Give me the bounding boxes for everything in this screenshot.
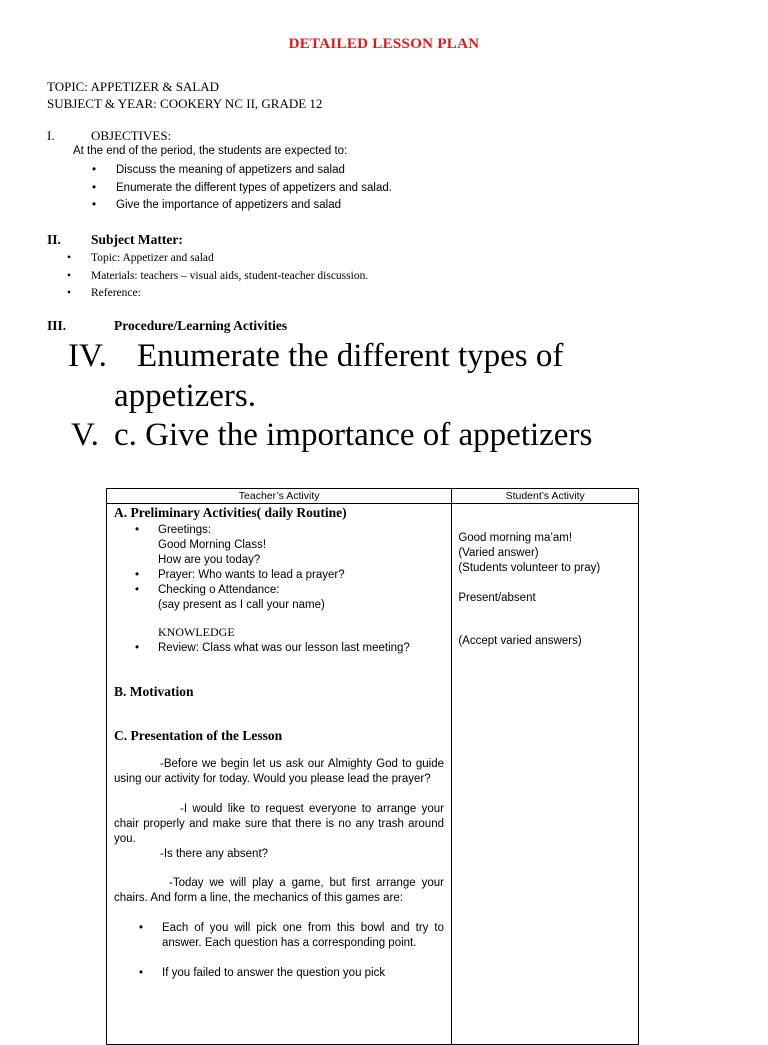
knowledge-label: KNOWLEDGE <box>158 625 235 639</box>
prelim-heading: A. Preliminary Activities( daily Routine) <box>114 505 347 520</box>
subject-matter-numeral: II. <box>47 232 61 247</box>
bullet-icon: • <box>135 642 140 654</box>
header-student-activity: Student’s Activity <box>452 489 639 504</box>
greeting-line-1: Good Morning Class! <box>158 539 267 551</box>
motivation-heading: B. Motivation <box>114 684 194 699</box>
student-line-3: (Students volunteer to pray) <box>458 562 601 574</box>
bullet-icon: • <box>135 524 140 536</box>
procedure-heading: Procedure/Learning Activities <box>114 318 288 333</box>
subject-matter-heading: Subject Matter: <box>91 232 183 247</box>
subject-year-line: SUBJECT & YEAR: COOKERY NC II, GRADE 12 <box>47 96 323 111</box>
student-activity-cell <box>452 504 639 1045</box>
objectives-numeral: I. <box>47 128 55 143</box>
attendance-instruction: (say present as I call your name) <box>158 599 325 611</box>
student-line-4: Present/absent <box>458 592 536 604</box>
mechanics-item-1: Each of you will pick one from this bowl and try to answer. Each question has a corresponding point. <box>162 922 444 949</box>
paragraph-prayer: -Before we begin let us ask our Almighty God to guide using our activity for today. Would you please lead the prayer? <box>114 758 444 785</box>
v-numeral: V. <box>71 417 99 453</box>
iv-numeral: IV. <box>68 338 107 374</box>
bullet-icon: • <box>135 569 140 581</box>
activity-table <box>106 488 639 1045</box>
objectives-intro: At the end of the period, the students are expected to: <box>73 145 348 157</box>
list-item: • Materials: teachers – visual aids, student-teacher discussion. <box>67 269 369 282</box>
objectives-heading: OBJECTIVES: <box>91 128 172 143</box>
student-line-5: (Accept varied answers) <box>458 635 582 647</box>
greeting-line-2: How are you today? <box>158 554 261 566</box>
presentation-heading: C. Presentation of the Lesson <box>114 728 283 743</box>
attendance-line: Checking o Attendance: <box>158 584 280 596</box>
student-line-1: Good morning ma’am! <box>458 532 573 544</box>
student-line-2: (Varied answer) <box>458 547 539 559</box>
list-item: • Give the importance of appetizers and salad <box>92 199 342 211</box>
iv-line-1: Enumerate the different types of <box>137 338 564 374</box>
document-title: DETAILED LESSON PLAN <box>288 36 480 52</box>
list-item: • Topic: Appetizer and salad <box>67 252 214 264</box>
list-item: • Reference: <box>67 287 141 299</box>
objectives-list <box>92 162 392 215</box>
iv-line-2: appetizers. <box>114 378 257 414</box>
header-teacher-activity: Teacher’s Activity <box>107 489 452 504</box>
topic-line: TOPIC: APPETIZER & SALAD <box>47 79 220 94</box>
teacher-activity-cell <box>107 504 452 1045</box>
bullet-icon: • <box>139 967 144 979</box>
procedure-numeral: III. <box>47 318 67 333</box>
mechanics-item-2: If you failed to answer the question you pick <box>162 967 386 979</box>
greetings-label: Greetings: <box>158 524 212 536</box>
bullet-icon: • <box>135 584 140 596</box>
prayer-line: Prayer: Who wants to lead a prayer? <box>158 569 345 581</box>
v-line: c. Give the importance of appetizers <box>114 417 593 453</box>
review-line: Review: Class what was our lesson last meeting? <box>158 642 410 654</box>
bullet-icon: • <box>139 922 144 934</box>
paragraph-game: -Today we will play a game, but first arrange your chairs. And form a line, the mechanics of this games are: <box>114 877 444 904</box>
subject-matter-list <box>67 250 369 303</box>
paragraph-arrange-chairs: -I would like to request everyone to arrange your chair properly and make sure that there is no any trash around you. <box>114 803 444 845</box>
paragraph-absent: -Is there any absent? <box>160 848 269 860</box>
list-item: • Discuss the meaning of appetizers and salad <box>92 164 345 176</box>
list-item: • Enumerate the different types of appetizers and salad. <box>92 181 392 194</box>
